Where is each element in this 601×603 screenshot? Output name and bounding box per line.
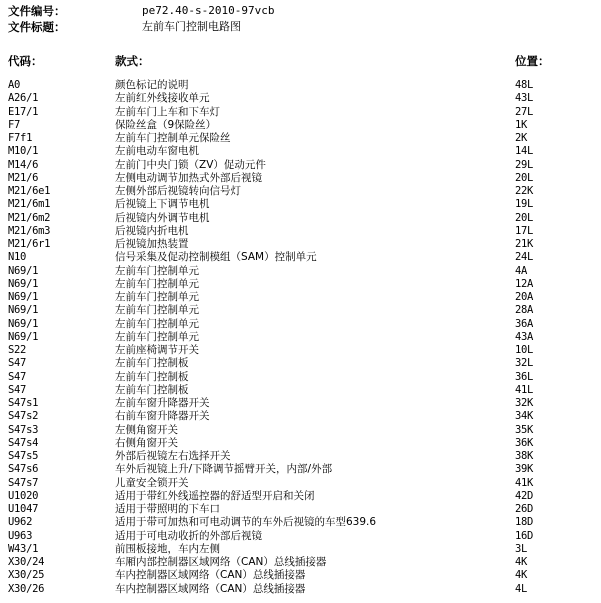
table-row — [0, 145, 601, 158]
table-row — [0, 357, 601, 370]
row-code: F7f1 — [8, 132, 33, 144]
row-position: 2K — [515, 132, 528, 144]
row-description: 外部后视镜左右选择开关 — [115, 450, 231, 462]
row-description: 左侧电动调节加热式外部后视镜 — [115, 171, 262, 184]
table-row — [0, 450, 601, 463]
row-position: 36L — [515, 370, 534, 383]
row-position: 39K — [515, 463, 534, 476]
row-code: A26/1 — [8, 92, 39, 105]
row-code: U1047 — [8, 503, 39, 515]
table-row — [0, 106, 601, 119]
row-position: 41K — [515, 476, 534, 489]
row-code: S47 — [8, 357, 27, 370]
table-row — [0, 278, 601, 291]
table-row — [0, 397, 601, 410]
row-code: M21/6e1 — [8, 185, 51, 197]
row-description: 保险丝盒（9保险丝） — [115, 118, 217, 131]
row-code: S47 — [8, 383, 27, 396]
row-code: M21/6m2 — [8, 211, 51, 224]
row-position: 12A — [515, 277, 534, 290]
row-code: N69/1 — [8, 277, 39, 290]
row-description: 左前电动车窗电机 — [115, 145, 199, 158]
row-description: 适用于带红外线遥控器的舒适型开启和关闭 — [115, 489, 315, 502]
row-position: 35K — [515, 423, 534, 436]
row-code: M14/6 — [8, 158, 39, 171]
row-position: 32L — [515, 357, 534, 370]
row-code: S47s3 — [8, 423, 39, 436]
row-code: U962 — [8, 516, 33, 529]
row-code: M21/6m1 — [8, 198, 51, 211]
table-row — [0, 437, 601, 450]
row-description: 后视镜内折电机 — [115, 224, 189, 237]
row-description: 后视镜加热装置 — [115, 238, 189, 250]
row-description: 左前车门控制单元保险丝 — [115, 132, 231, 144]
row-position: 41L — [515, 383, 534, 396]
row-position: 16D — [515, 529, 534, 542]
table-row — [0, 556, 601, 569]
row-code: W43/1 — [8, 542, 39, 555]
row-code: M21/6r1 — [8, 238, 51, 250]
row-position: 21K — [515, 238, 534, 250]
table-row — [0, 583, 601, 596]
row-code: S47s5 — [8, 450, 39, 462]
row-description: 前围板接地，车内左侧 — [115, 542, 220, 555]
table-row — [0, 132, 601, 145]
table-row — [0, 410, 601, 423]
file-title-value: 左前车门控制电路图 — [142, 20, 241, 33]
row-position: 34K — [515, 410, 534, 423]
row-code: N69/1 — [8, 264, 39, 277]
row-description: 颜色标记的说明 — [115, 79, 189, 91]
row-description: 后视镜内外调节电机 — [115, 211, 210, 224]
table-row — [0, 212, 601, 225]
row-description: 信号采集及促动控制模组（SAM）控制单元 — [115, 251, 317, 264]
table-row — [0, 251, 601, 264]
row-code: M21/6m3 — [8, 224, 51, 237]
file-number-value: pe72.40-s-2010-97vcb — [142, 4, 275, 17]
row-description: 车内控制器区域网络（CAN）总线插接器 — [115, 569, 306, 582]
row-description: 左前车门控制单元 — [115, 291, 199, 303]
row-description: 左前车门控制板 — [115, 370, 189, 383]
row-description: 后视镜上下调节电机 — [115, 198, 210, 211]
row-position: 20A — [515, 291, 534, 303]
table-row — [0, 119, 601, 132]
row-code: X30/24 — [8, 556, 45, 568]
row-position: 4A — [515, 264, 528, 277]
row-position: 26D — [515, 503, 534, 515]
row-code: N69/1 — [8, 330, 39, 343]
table-row — [0, 503, 601, 516]
row-code: N69/1 — [8, 304, 39, 317]
row-description: 左前座椅调节开关 — [115, 344, 199, 356]
table-row — [0, 172, 601, 185]
row-description: 车内控制器区域网络（CAN）总线插接器 — [115, 582, 306, 595]
row-code: M21/6 — [8, 171, 39, 184]
table-row — [0, 185, 601, 198]
row-description: 右侧角窗开关 — [115, 436, 178, 449]
row-position: 38K — [515, 450, 534, 462]
table-row — [0, 463, 601, 476]
table-row — [0, 225, 601, 238]
row-position: 1K — [515, 118, 528, 131]
row-position: 17L — [515, 224, 534, 237]
row-description: 左前车门控制单元 — [115, 264, 199, 277]
row-description: 左前红外线接收单元 — [115, 92, 210, 105]
row-description: 车厢内部控制器区域网络（CAN）总线插接器 — [115, 556, 327, 568]
table-row — [0, 371, 601, 384]
row-description: 适用于可电动收折的外部后视镜 — [115, 529, 262, 542]
row-position: 43A — [515, 330, 534, 343]
table-row — [0, 424, 601, 437]
row-position: 4L — [515, 582, 528, 595]
row-position: 28A — [515, 304, 534, 317]
row-position: 20L — [515, 211, 534, 224]
row-position: 48L — [515, 79, 534, 91]
table-row — [0, 265, 601, 278]
column-header-desc: 款式： — [115, 54, 150, 68]
row-description: 适用于带可加热和可电动调节的车外后视镜的车型639.6 — [115, 516, 377, 529]
row-description: 左前车门控制板 — [115, 357, 189, 370]
row-code: S47s7 — [8, 476, 39, 489]
table-row — [0, 569, 601, 582]
row-code: X30/26 — [8, 582, 45, 595]
row-description: 左前车门控制单元 — [115, 304, 199, 317]
row-description: 左前门中央门锁（ZV）促动元件 — [115, 158, 266, 171]
row-description: 左侧角窗开关 — [115, 423, 178, 436]
table-row — [0, 530, 601, 543]
row-code: E17/1 — [8, 105, 39, 118]
row-position: 10L — [515, 344, 534, 356]
row-position: 4K — [515, 556, 528, 568]
table-row — [0, 304, 601, 317]
row-code: U963 — [8, 529, 33, 542]
row-description: 左前车门上车和下车灯 — [115, 105, 220, 118]
row-position: 43L — [515, 92, 534, 105]
row-position: 3L — [515, 542, 528, 555]
table-row — [0, 543, 601, 556]
table-row — [0, 477, 601, 490]
row-description: 左前车窗升降器开关 — [115, 397, 210, 409]
row-description: 左前车门控制单元 — [115, 277, 199, 290]
row-description: 儿童安全锁开关 — [115, 476, 189, 489]
row-description: 左前车门控制单元 — [115, 330, 199, 343]
column-header-position: 位置： — [515, 54, 550, 68]
table-row — [0, 92, 601, 105]
table-row — [0, 331, 601, 344]
row-code: F7 — [8, 118, 21, 131]
row-code: X30/25 — [8, 569, 45, 582]
row-code: N69/1 — [8, 317, 39, 330]
row-position: 42D — [515, 489, 534, 502]
row-position: 36K — [515, 436, 534, 449]
row-position: 29L — [515, 158, 534, 171]
table-row — [0, 490, 601, 503]
row-description: 左侧外部后视镜转向信号灯 — [115, 185, 241, 197]
file-title-label: 文件标题： — [8, 20, 66, 34]
file-number-label: 文件编号： — [8, 4, 66, 18]
row-code: N69/1 — [8, 291, 39, 303]
table-row — [0, 79, 601, 92]
row-position: 18D — [515, 516, 534, 529]
row-code: S47s2 — [8, 410, 39, 423]
row-code: U1020 — [8, 489, 39, 502]
table-row — [0, 384, 601, 397]
row-position: 32K — [515, 397, 534, 409]
row-position: 14L — [515, 145, 534, 158]
table-row — [0, 198, 601, 211]
row-code: M10/1 — [8, 145, 39, 158]
row-position: 27L — [515, 105, 534, 118]
row-code: S47s1 — [8, 397, 39, 409]
row-position: 24L — [515, 251, 534, 264]
row-position: 22K — [515, 185, 534, 197]
table-row — [0, 344, 601, 357]
table-row — [0, 318, 601, 331]
row-description: 左前车门控制单元 — [115, 317, 199, 330]
row-code: S47s6 — [8, 463, 39, 476]
column-header-code: 代码： — [8, 54, 43, 68]
row-position: 36A — [515, 317, 534, 330]
row-description: 右前车窗升降器开关 — [115, 410, 210, 423]
row-code: S47 — [8, 370, 27, 383]
table-row — [0, 291, 601, 304]
row-position: 19L — [515, 198, 534, 211]
row-description: 车外后视镜上升/下降调节摇臂开关，内部/外部 — [115, 463, 333, 476]
row-position: 20L — [515, 171, 534, 184]
table-row — [0, 159, 601, 172]
row-description: 适用于带照明的下车口 — [115, 503, 220, 515]
row-description: 左前车门控制板 — [115, 383, 189, 396]
table-row — [0, 238, 601, 251]
row-position: 4K — [515, 569, 528, 582]
row-code: N10 — [8, 251, 27, 264]
row-code: A0 — [8, 79, 21, 91]
table-row — [0, 516, 601, 529]
row-code: S22 — [8, 344, 27, 356]
component-list — [0, 79, 601, 596]
row-code: S47s4 — [8, 436, 39, 449]
